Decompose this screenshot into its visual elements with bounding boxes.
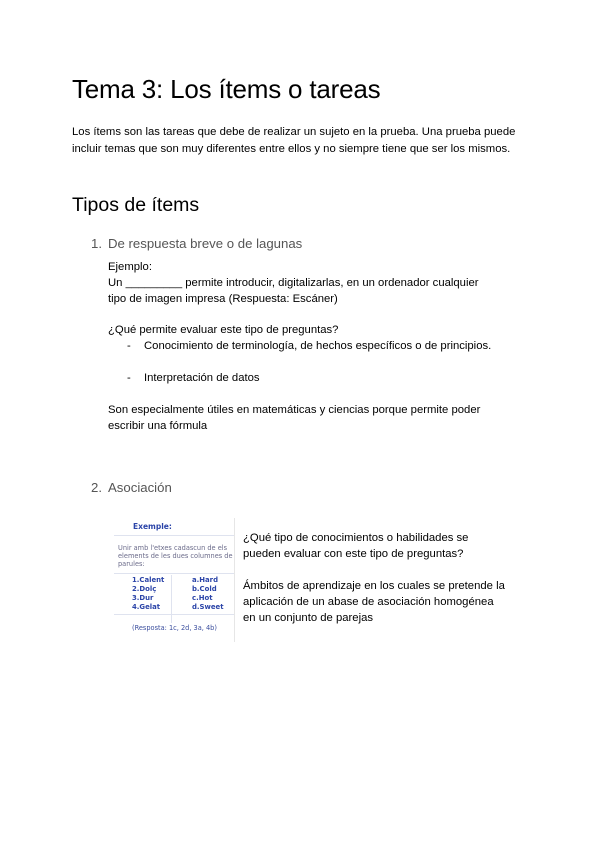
bullet-text: Interpretación de datos: [144, 372, 260, 384]
list-item-1-heading: [91, 236, 302, 251]
example-image-title: Exemple:: [133, 522, 172, 531]
association-answer: [243, 578, 505, 626]
list-item-title: De respuesta breve o de lagunas: [108, 236, 303, 251]
left-column-cell: 3.Dur: [132, 594, 154, 602]
note-line: escribir una fórmula: [108, 420, 208, 432]
list-item-2-heading: [91, 480, 172, 495]
page-title: Tema 3: Los ítems o tareas: [72, 74, 381, 104]
answer-line: Ámbitos de aprendizaje en los cuales se pretende la aplicación de un abase de asociación homogénea en un conjunto de parejas: [243, 580, 505, 624]
right-column-cell: a.Hard: [192, 576, 219, 584]
intro-paragraph: Los ítems son las tareas que debe de realizar un sujeto en la prueba. Una prueba puede incluir temas que son muy diferentes entre ellos y no siempre tiene que ser los mismos.: [72, 126, 516, 155]
example-label: Ejemplo:: [108, 261, 152, 273]
left-column-cell: 2.Dolç: [132, 585, 157, 593]
question-line: ¿Qué permite evaluar este tipo de preguntas?: [108, 324, 339, 336]
divider: [171, 575, 172, 623]
example-image-answer: (Resposta: 1c, 2d, 3a, 4b): [132, 624, 217, 632]
question-text: [108, 322, 338, 338]
note-block: [108, 402, 480, 434]
bullet-dash: -: [127, 372, 131, 384]
association-question: [243, 530, 505, 562]
example-line: tipo de imagen impresa (Respuesta: Escáner): [108, 293, 338, 305]
example-block: [108, 259, 479, 307]
left-column-cell: 4.Gelat: [132, 603, 161, 611]
right-column-cell: b.Cold: [192, 585, 217, 593]
bullet-dash: -: [127, 340, 131, 352]
list-item-title: Asociación: [108, 480, 172, 495]
question-line: ¿Qué tipo de conocimientos o habilidades se pueden evaluar con este tipo de preguntas?: [243, 532, 469, 560]
list-number: 2.: [91, 480, 102, 495]
right-column-cell: c.Hot: [192, 594, 213, 602]
list-number: 1.: [91, 236, 102, 251]
example-line: Un _________ permite introducir, digitalizarlas, en un ordenador cualquier: [108, 277, 479, 289]
divider: [114, 573, 234, 574]
bullet-text: Conocimiento de terminología, de hechos específicos o de principios.: [144, 340, 492, 352]
section-heading: Tipos de ítems: [72, 194, 200, 216]
right-column-cell: d.Sweet: [192, 603, 224, 611]
association-example-image: [114, 518, 235, 642]
divider: [114, 535, 234, 536]
divider: [114, 614, 234, 615]
left-column-cell: 1.Calent: [132, 576, 165, 584]
example-image-instruction: Unir amb l'etxes cadascun de els elements de les dues columnes de parules:: [118, 544, 233, 568]
note-line: Son especialmente útiles en matemáticas y ciencias porque permite poder: [108, 404, 481, 416]
